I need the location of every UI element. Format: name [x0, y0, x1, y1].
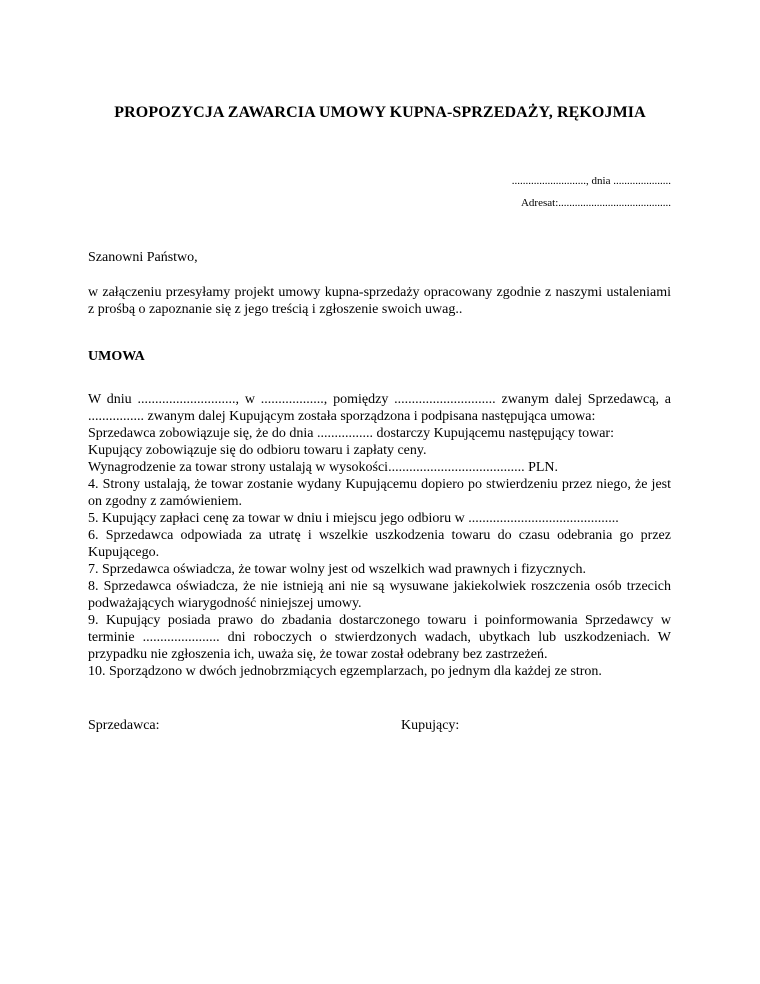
contract-body: [88, 391, 671, 680]
contract-paragraph: 9. Kupujący posiada prawo do zbadania dostarczonego towaru i poinformowania Sprzedawcy w terminie ...................... dni roboczych o stwierdzonych wadach, ubytkach lub uszkodzeniach. W przypadku nie zgłoszenia ich, uważa się, że towar został odebrany bez zastrzeżeń.: [88, 613, 671, 662]
buyer-signature-label: Kupujący:: [401, 718, 460, 733]
contract-paragraph: Kupujący zobowiązuje się do odbioru towaru i zapłaty ceny.: [88, 443, 427, 458]
contract-heading: UMOWA: [88, 349, 145, 364]
contract-paragraph: 10. Sporządzono w dwóch jednobrzmiących egzemplarzach, po jednym dla każdej ze stron.: [88, 664, 602, 679]
intro-paragraph: w załączeniu przesyłamy projekt umowy kupna-sprzedaży opracowany zgodnie z naszymi ustaleniami z prośbą o zapoznanie się z jego treścią i zgłoszenie swoich uwag..: [88, 285, 671, 317]
contract-paragraph: 5. Kupujący zapłaci cenę za towar w dniu i miejscu jego odbioru w ...........................................: [88, 511, 619, 526]
contract-paragraph: 6. Sprzedawca odpowiada za utratę i wszelkie uszkodzenia towaru do czasu odebrania go przez Kupującego.: [88, 528, 671, 560]
place-date-line: ..........................., dnia .....................: [511, 175, 671, 187]
contract-paragraph: W dniu ............................, w .................., pomiędzy ............................. zwanym dalej Sprzedawcą, a ................ zwanym dalej Kupującym została sporządzona i podpisana następująca umowa:: [88, 392, 671, 424]
contract-paragraph: 7. Sprzedawca oświadcza, że towar wolny jest od wszelkich wad prawnych i fizycznych.: [88, 562, 586, 577]
addressee-line: Adresat:.........................................: [520, 197, 671, 209]
salutation: Szanowni Państwo,: [88, 250, 198, 265]
contract-paragraph: 4. Strony ustalają, że towar zostanie wydany Kupującemu dopiero po stwierdzeniu przez niego, że jest on zgodny z zamówieniem.: [88, 477, 671, 509]
contract-paragraph: 8. Sprzedawca oświadcza, że nie istnieją ani nie są wysuwane jakiekolwiek roszczenia osób trzecich podważających wiarygodność niniejszej umowy.: [88, 579, 671, 611]
seller-signature-label: Sprzedawca:: [88, 718, 160, 733]
contract-paragraph: Wynagrodzenie za towar strony ustalają w wysokości....................................... PLN.: [88, 460, 559, 475]
contract-paragraph: Sprzedawca zobowiązuje się, że do dnia ................ dostarczy Kupującemu następujący towar:: [88, 426, 614, 441]
document-title: PROPOZYCJA ZAWARCIA UMOWY KUPNA-SPRZEDAŻY, RĘKOJMIA: [114, 104, 646, 121]
